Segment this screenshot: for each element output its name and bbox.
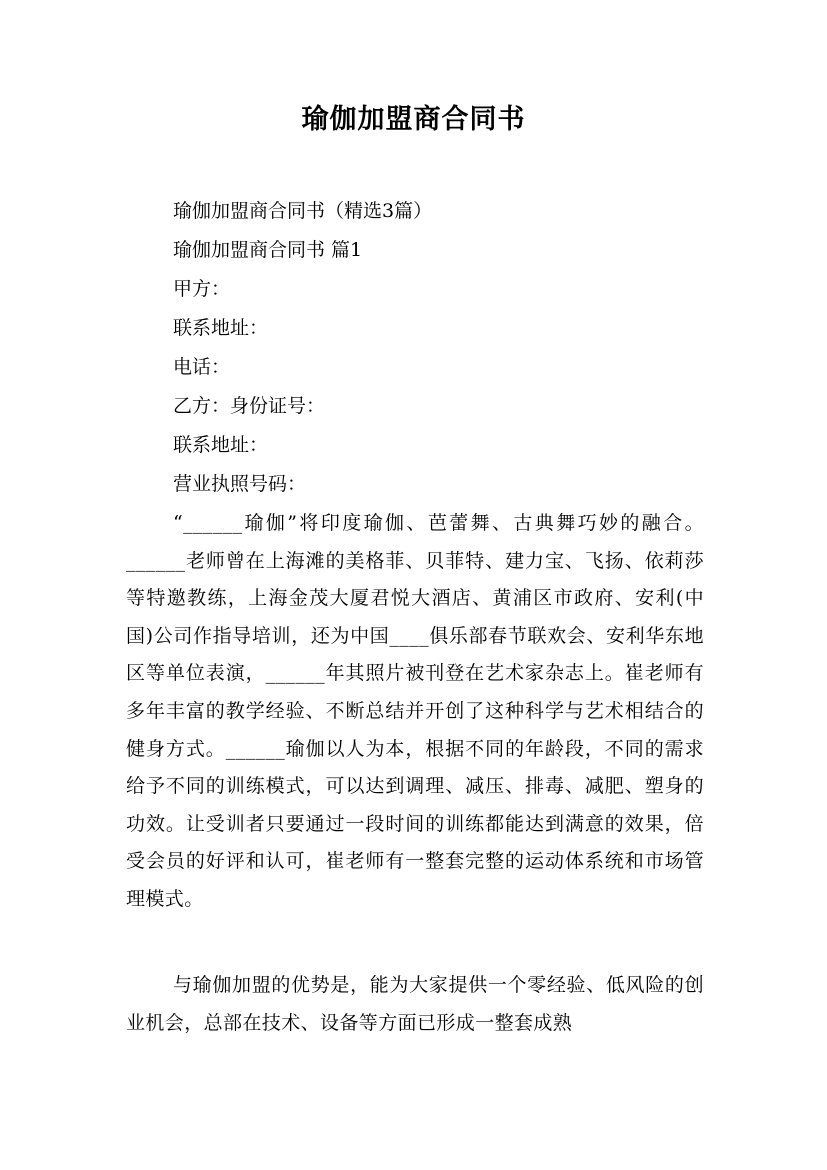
- body-paragraph: 与瑜伽加盟的优势是，能为大家提供一个零经验、低风险的创业机会，总部在技术、设备等方面已形成一整套成熟: [126, 974, 704, 1034]
- subtitle-line: 瑜伽加盟商合同书（精选3篇）: [173, 200, 433, 222]
- business-license-label: 营业执照号码：: [173, 473, 307, 495]
- party-b-address-label: 联系地址：: [173, 434, 269, 456]
- party-a-address-label: 联系地址：: [173, 317, 269, 339]
- document-title: 瑜伽加盟商合同书: [301, 104, 526, 135]
- party-a-label: 甲方：: [173, 278, 231, 300]
- body-paragraph: “______瑜伽”将印度瑜伽、芭蕾舞、古典舞巧妙的融合。______老师曾在上海滩的美格菲、贝菲特、建力宝、飞扬、依莉莎等特邀教练，上海金茂大厦君悦大酒店、黄浦区市政府、安利(中国)公司作指导培训，还为中国____俱乐部春节联欢会、安利华东地区等单位表演，______年其照片被刊登在艺术家杂志上。崔老师有多年丰富的教学经验、不断总结并开创了这种科学与艺术相结合的健身方式。______瑜伽以人为本，根据不同的年龄段，不同的需求给予不同的训练模式，可以达到调理、减压、排毒、减肥、塑身的功效。让受训者只要通过一段时间的训练都能达到满意的效果，倍受会员的好评和认可，崔老师有一整套完整的运动体系统和市场管理模式。: [126, 512, 704, 910]
- party-a-phone-label: 电话：: [173, 356, 231, 378]
- section-heading: 瑜伽加盟商合同书 篇1: [173, 239, 363, 261]
- party-b-id-label: 乙方：身份证号：: [173, 395, 326, 417]
